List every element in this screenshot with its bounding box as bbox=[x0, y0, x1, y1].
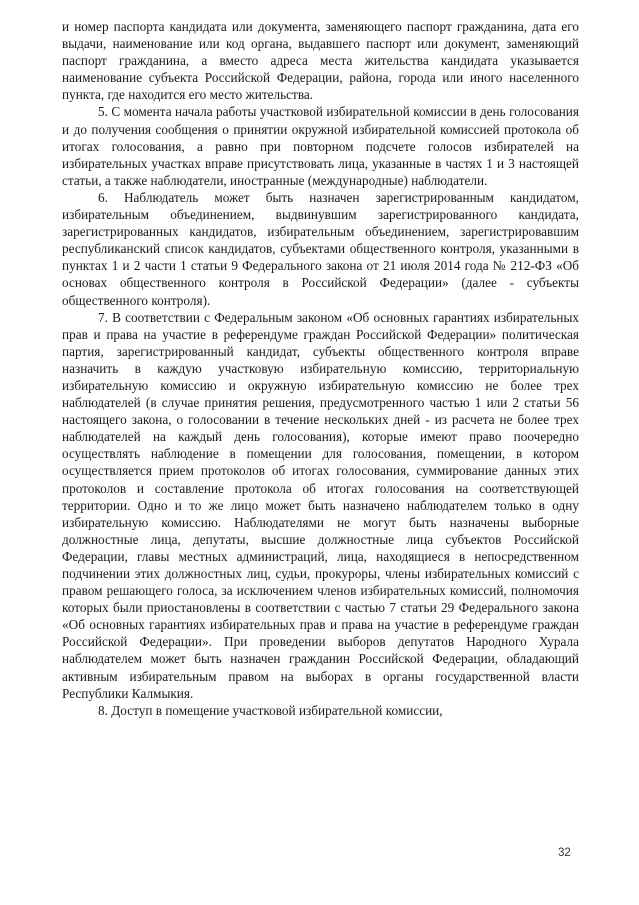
paragraph-8: 8. Доступ в помещение участковой избирательной комиссии, bbox=[98, 702, 443, 718]
page-number: 32 bbox=[558, 847, 571, 859]
paragraph-5: 5. С момента начала работы участковой избирательной комиссии в день голосования и до получения сообщения о принятии окружной избирательной комиссией протокола об итогах голосования, а равно при повторном подсчете голосов избирателей на избирательных участках вправе присутствовать лица, указанные в частях 1 и 3 настоящей статьи, а также наблюдатели, иностранные (международные) наблюдатели. bbox=[62, 104, 579, 188]
paragraph-continuation: и номер паспорта кандидата или документа, заменяющего паспорт гражданина, дата его выдачи, наименование или код органа, выдавшего паспорт или документ, заменяющий паспорт гражданина, а вместо адреса места жительства кандидата указывается наименование субъекта Российской Федерации, района, города или иного населенного пункта, где находится его место жительства. bbox=[62, 19, 579, 103]
paragraph-7: 7. В соответствии с Федеральным законом «Об основных гарантиях избирательных прав и права на участие в референдуме граждан Российской Федерации» политическая партия, зарегистрированный кандидат, субъекты общественного контроля вправе назначить в каждую участковую избирательную комиссию, территориальную избирательную комиссию и окружную избирательную комиссию не более трех наблюдателей (в случае принятия решения, предусмотренного частью 1 или 2 статьи 56 настоящего закона, о голосовании в течение нескольких дней - из расчета не более трех наблюдателей на каждый день голосования), которые имеют право поочередно осуществлять наблюдение в помещении для голосования, помещении, в котором осуществляется прием протоколов об итогах голосования, суммирование данных этих протоколов и составление протокола об итогах голосования на соответствующей территории. Одно и то же лицо может быть назначено наблюдателем только в одну избирательную комиссию. Наблюдателями не могут быть назначены выборные должностные лица, депутаты, высшие должностные лица субъектов Российской Федерации, главы местных администраций, лица, находящиеся в непосредственном подчинении этих должностных лиц, судьи, прокуроры, члены избирательных комиссий с правом решающего голоса, за исключением членов избирательных комиссий, полномочия которых были приостановлены в соответствии с частью 7 статьи 29 Федерального закона «Об основных гарантиях избирательных прав и права на участие в референдуме граждан Российской Федерации». При проведении выборов депутатов Народного Хурала наблюдателем может быть назначен гражданин Российской Федерации, обладающий активным избирательным правом на выборах в органы государственной власти Республики Калмыкия. bbox=[62, 309, 579, 701]
paragraph-6: 6. Наблюдатель может быть назначен зарегистрированным кандидатом, избирательным объединением, выдвинувшим зарегистрированного кандидата, зарегистрированных кандидатов, избирательным объединением, зарегистрировавшим республиканский список кандидатов, субъектами общественного контроля, указанными в пунктах 1 и 2 части 1 статьи 9 Федерального закона от 21 июля 2014 года № 212-ФЗ «Об основах общественного контроля в Российской Федерации» (далее - субъекты общественного контроля). bbox=[62, 189, 579, 308]
document-body bbox=[62, 18, 579, 719]
